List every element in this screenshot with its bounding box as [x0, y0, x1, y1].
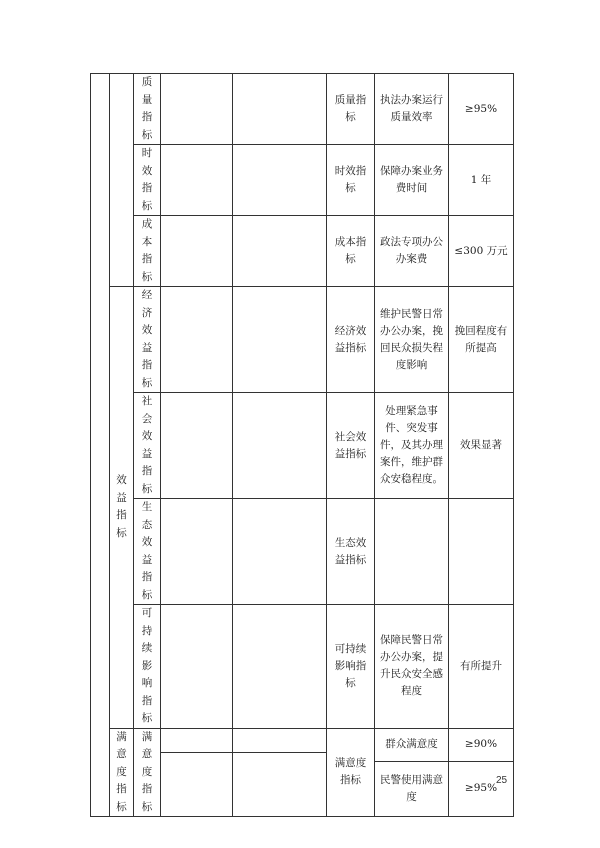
- blank-cell: [161, 74, 233, 145]
- table-row: [91, 605, 514, 729]
- desc-cell: [375, 499, 449, 605]
- blank-cell: [233, 728, 327, 752]
- target-cell: 挽回程度有所提高: [449, 287, 514, 393]
- performance-indicator-table: [90, 73, 514, 817]
- target-cell: 1 年: [449, 145, 514, 216]
- table-row: [91, 728, 514, 752]
- target-cell: ≥90%: [449, 728, 514, 761]
- target-cell: ≥95%: [449, 74, 514, 145]
- l3-cell: 时效指标: [134, 145, 161, 216]
- blank-cell: [161, 728, 233, 752]
- l4-cell: 生态效益指标: [327, 499, 375, 605]
- blank-cell: [233, 393, 327, 499]
- blank-cell: [161, 752, 233, 817]
- target-cell: [449, 499, 514, 605]
- table-row: [91, 287, 514, 393]
- blank-cell: [233, 752, 327, 817]
- desc-cell: 民警使用满意度: [375, 761, 449, 816]
- l4-cell: 社会效益指标: [327, 393, 375, 499]
- blank-cell: [161, 393, 233, 499]
- blank-cell: [233, 145, 327, 216]
- desc-cell: 保障民警日常办公办案，提升民众安全感程度: [375, 605, 449, 729]
- blank-cell: [161, 287, 233, 393]
- benefit-l2-cell: 效益指标: [110, 287, 134, 729]
- l3-cell: 可持续影响指标: [134, 605, 161, 729]
- blank-cell: [161, 605, 233, 729]
- target-cell: 效果显著: [449, 393, 514, 499]
- table-row: [91, 74, 514, 145]
- l3-cell: 质量指标: [134, 74, 161, 145]
- page-number: 25: [496, 775, 508, 786]
- blank-cell: [233, 499, 327, 605]
- output-l2-cell: [110, 74, 134, 287]
- target-cell: 有所提升: [449, 605, 514, 729]
- desc-cell: 执法办案运行质量效率: [375, 74, 449, 145]
- table-row: [91, 393, 514, 499]
- l4-cell: 质量指标: [327, 74, 375, 145]
- outer-empty-cell: [91, 74, 110, 817]
- blank-cell: [161, 145, 233, 216]
- blank-cell: [233, 216, 327, 287]
- blank-cell: [161, 499, 233, 605]
- l4-cell: 时效指标: [327, 145, 375, 216]
- l4-cell: 经济效益指标: [327, 287, 375, 393]
- blank-cell: [161, 216, 233, 287]
- desc-cell: 群众满意度: [375, 728, 449, 761]
- l3-cell: 经济效益指标: [134, 287, 161, 393]
- table-row: [91, 216, 514, 287]
- desc-cell: 政法专项办公办案费: [375, 216, 449, 287]
- l3-cell: 成本指标: [134, 216, 161, 287]
- satisfaction-l2-cell: 满意度指标: [110, 728, 134, 817]
- desc-cell: 处理紧急事件、突发事件，及其办理案件，维护群众安稳程度。: [375, 393, 449, 499]
- l4-cell: 满意度指标: [327, 728, 375, 817]
- l4-cell: 可持续影响指标: [327, 605, 375, 729]
- l3-cell: 社会效益指标: [134, 393, 161, 499]
- target-cell: ≤300 万元: [449, 216, 514, 287]
- blank-cell: [233, 287, 327, 393]
- target-cell: ≥95%: [449, 761, 514, 816]
- table-row: [91, 145, 514, 216]
- desc-cell: 保障办案业务费时间: [375, 145, 449, 216]
- l3-cell: 满意度指标: [134, 728, 161, 817]
- blank-cell: [233, 74, 327, 145]
- l3-cell: 生态效益指标: [134, 499, 161, 605]
- l4-cell: 成本指标: [327, 216, 375, 287]
- table-row: [91, 499, 514, 605]
- desc-cell: 维护民警日常办公办案，挽回民众损失程度影响: [375, 287, 449, 393]
- blank-cell: [233, 605, 327, 729]
